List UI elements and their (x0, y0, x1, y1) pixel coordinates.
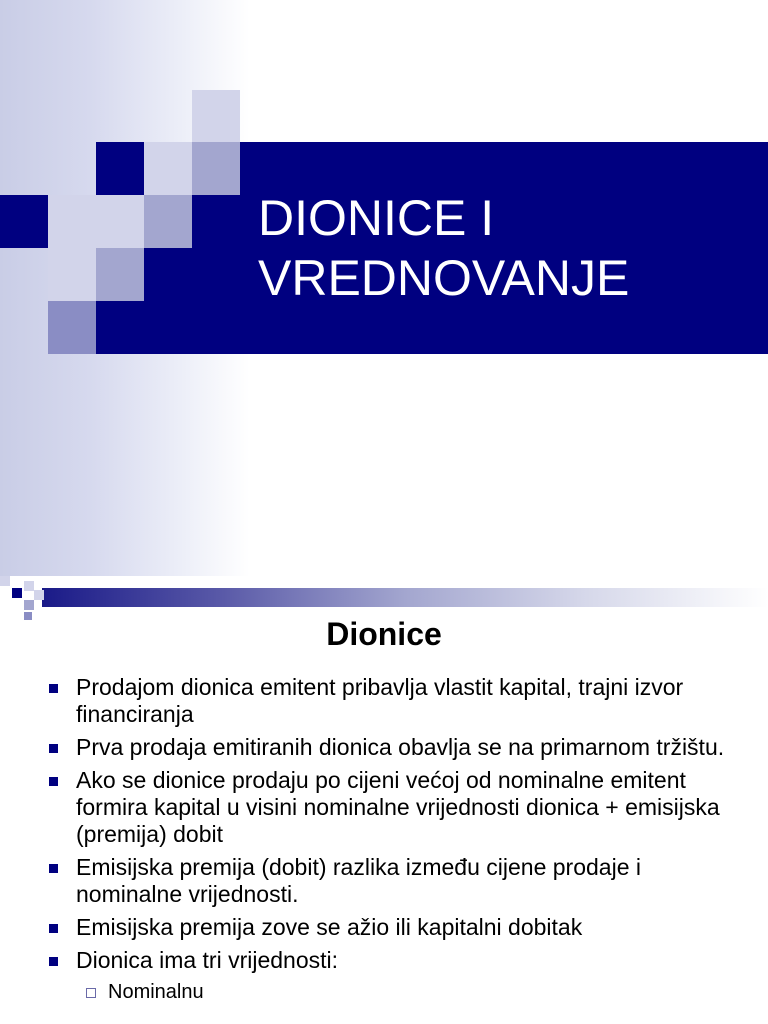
square-bullet-icon (49, 957, 58, 966)
list-item (46, 674, 746, 728)
square-bullet-icon (49, 777, 58, 786)
list-item (46, 854, 746, 908)
deco-square (192, 90, 240, 143)
content-slide (0, 576, 768, 1024)
title-band-left-stub (0, 195, 48, 248)
gradient-header-bar (42, 588, 768, 607)
title-line-1: DIONICE I (258, 190, 495, 246)
deco-square (192, 142, 240, 195)
slide-title (258, 188, 758, 308)
square-bullet-icon (49, 864, 58, 873)
deco-square (96, 248, 144, 301)
list-item (46, 734, 746, 761)
slide-title: Dionice (326, 616, 442, 652)
list-item (46, 947, 746, 974)
deco-square (48, 195, 96, 248)
bullet-text: Prva prodaja emitiranih dionica obavlja se na primarnom tržištu. (76, 734, 725, 760)
square-bullet-icon (49, 744, 58, 753)
deco-square (144, 142, 192, 195)
square-bullet-icon (49, 924, 58, 933)
deco-square (24, 600, 34, 610)
bullet-text: Emisijska premija zove se ažio ili kapitalni dobitak (76, 914, 583, 940)
sub-bullet-text: Nominalnu (108, 981, 204, 1003)
bullet-text: Dionica ima tri vrijednosti: (76, 947, 339, 973)
deco-square (0, 576, 10, 586)
list-item (46, 767, 746, 848)
deco-square (48, 248, 96, 301)
hollow-square-bullet-icon (86, 988, 96, 998)
deco-square (144, 195, 192, 248)
deco-square (96, 195, 144, 248)
bullet-list (46, 674, 746, 1004)
list-item (46, 914, 746, 941)
deco-square (24, 581, 34, 591)
deco-square (34, 590, 44, 600)
title-line-2: VREDNOVANJE (258, 250, 630, 306)
bullet-text: Ako se dionice prodaju po cijeni većoj od nominalne emitent formira kapital u visini nominalne vrijednosti dionica + emisijska (premija) dobit (76, 767, 720, 847)
deco-square (48, 301, 96, 354)
bullet-text: Emisijska premija (dobit) razlika između cijene prodaje i nominalne vrijednosti. (76, 854, 641, 907)
square-bullet-icon (49, 684, 58, 693)
bullet-text: Prodajom dionica emitent pribavlja vlastit kapital, trajni izvor financiranja (76, 674, 684, 727)
deco-square (12, 588, 22, 598)
sub-list-item (46, 980, 746, 1004)
